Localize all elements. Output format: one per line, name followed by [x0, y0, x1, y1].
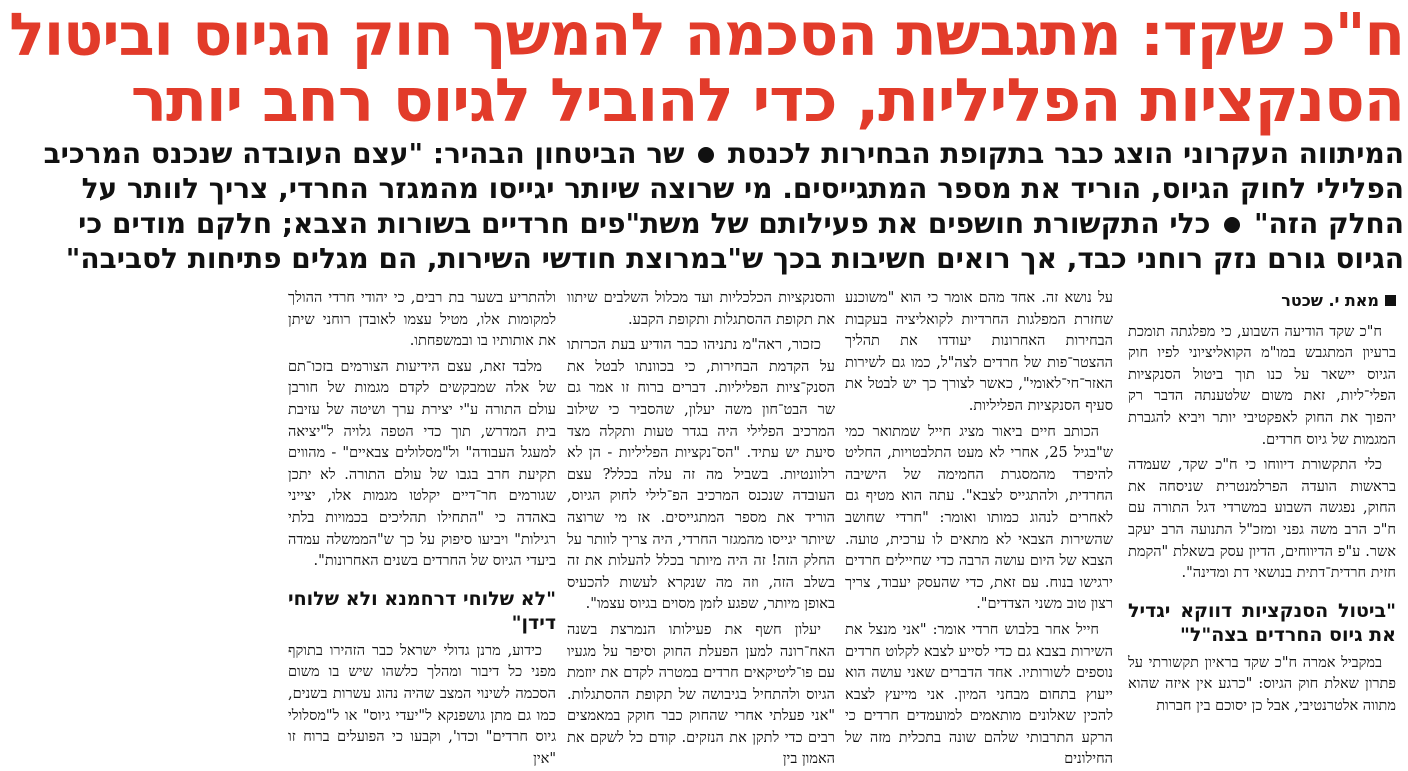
paragraph: הכותב חיים ביאור מציג חייל שמתואר כמי ש"בגיל 25, אחרי לא מעט התלבטויות, החליט להיפרד מהמסגרת החמימה של הישיבה החרדית, ולהתגייס לצבא". עתה הוא מטיף גם לאחרים לנהוג כמותו ואומר: "חרדי שחושב שהשירות הצבאי לא מתאים לו ערכית, טועה. הצבא של היום עושה הרבה כדי שחיילים חרדים ירגישו בנוח. עם זאת, כדי שהעסק יעבוד, צריך רצון טוב משני הצדדים".	[845, 423, 1113, 613]
paragraph: מלבד זאת, עצם הידיעות הצורמים בזכו־תם של אלה שמבקשים לקדם מגמות של חורבן עולם התורה ע"י יצירת ערך ושיטה של עזיבת בית המדרש, תוך כדי הטפה גלויה ל"יציאה למעגל העבודה" ול"מסלולים צבאיים" - מהווים תקיעת חרב בגבו של עולם התורה. לא יתכן שגורמים חר־דיים יקלטו מגמות אלו, יצייני באהדה כי "התחילו תהליכים בכמויות בלתי רגילות" ויביעו סיפוק על כך ש"הממשלה עמדה ביעדי הגיוס של החרדים בשנים האחרונות".	[288, 358, 556, 570]
subhead-line-3b: כלי התקשורת חושפים את פעילותם של משת"פים חרדיים בשורות הצבא; חלקם מודים כי	[78, 207, 1211, 240]
crosshead: "ביטול הסנקציות דווקא יגדיל את גיוס החרדים בצה"ל"	[1128, 599, 1396, 646]
paragraph: כזכור, ראה"מ נתניהו כבר הודיע בעת הכרזתו על הקדמת הבחירות, כי בכוונתו לבטל את הסנק־ציות הפליליות. דברים ברוח זו אמר גם שר הבט־חון משה יעלון, שהסביר כי שילוב המרכיב הפלילי היה בגדר טעות ותקלה מצד סיעת יש עתיד. "הס־נקציות הפליליות - הן לא רלוונטיות. בשביל מה זה עלה בכלל? עצם העובדה שנכנס המרכיב הפ־לילי לחוק הגיוס, הוריד את מספר המתגייסים. אז מי שרוצה שיותר יגייסו מהמגזר החרדי, היה צריך לוותר על החלק הזה! זה היה מיותר בכלל להעלות את זה בשלב הזה, וזה מה שנקרא לעשות להכעיס באופן מיותר, שפגע לזמן מסוים בגיוס עצמו".	[567, 337, 835, 613]
paragraph: יעלון חשף את פעילותו הנמרצת בשנה האח־רונה למען הפעלת החוק וסיפר על מגעיו עם פו־ליטיקאים חרדים במטרה לקדם את יוזמת הגיוס ולהתחיל בגיבושה של תקופת ההסתגלות. "אני פעלתי אחרי שהחוק כבר חוקק במאמצים רבים כדי לתקן את הנזקים. קודם כל לשקם את האמון בין	[567, 621, 835, 768]
headline-line-2: הסנקציות הפליליות, כדי להוביל לגיוס רחב יותר	[130, 66, 1404, 136]
paragraph: במקביל אמרה ח"כ שקד בראיון תקשורתי על פתרון שאלת חוק הגיוס: "כרגע אין איזה שהוא מתווה אלטרנטיבי, אבל כן יסוכם בין חברות	[1128, 654, 1396, 714]
paragraph: והסנקציות הכלכליות ועד מכלול השלבים שיתוו את תקופת ההסתגלות ותקופת הקבע.	[567, 290, 835, 328]
article-body	[0, 288, 1408, 768]
article-column-2	[845, 288, 1113, 768]
paragraph: ח"כ שקד הודיעה השבוע, כי מפלגתה תומכת ברעיון המתגבש במו"מ הקואליציוני לפיו חוק הגיוס יישאר על כנו תוך ביטול הסנקציות הפלי־ליות, זאת משום שלטענתה הדבר רק יהפוך את החוק לאפקטיבי יותר ויביא להגברת המגמות של גיוס חרדים.	[1128, 323, 1396, 448]
subhead-line-3	[4, 206, 1404, 241]
paragraph: ולהתריע בשער בת רבים, כי יהודי חרדי ההולך למקומות אלו, מטיל עצמו לאובדן רוחני שיתן את אותותיו בו ובמשפחתו.	[288, 290, 556, 350]
article-column-3	[567, 288, 835, 768]
subhead-line-2: הפלילי לחוק הגיוס, הוריד את מספר המתגייסים. מי שרוצה שיותר יגייסו מהמגזר החרדי, צריך לוותר על	[81, 172, 1404, 205]
paragraph: כלי התקשורת דיווחו כי ח"כ שקד, שעמדה בראשות הועדה הפרלמנטרית שניסחה את החוק, נפגשה השבוע במשרדי דגל התורה עם ח"כ הרב משה גפני ומזכ"ל התנועה הרב יעקב אשר. ע"פ הדיווחים, הדיון עסק בשאלת "הקמת חזית חרדית־דתית בנושאי דת ומדינה".	[1128, 457, 1396, 582]
subhead-line-4: הגיוס גורם נזק רוחני כבד, אך רואים חשיבות בכך ש"במרוצת חודשי השירות, הם מגלים פתיחות לסביבה"	[65, 242, 1404, 275]
headline-line-1: ח"כ שקד: מתגבשת הסכמה להמשך חוק הגיוס וביטול	[9, 0, 1404, 69]
bullet-icon	[698, 147, 714, 163]
byline	[1128, 290, 1396, 312]
headline	[4, 2, 1404, 134]
subhead-line-1	[4, 136, 1404, 171]
article-column-1	[1128, 288, 1396, 746]
paragraph: חייל אחר בלבוש חרדי אומר: "אני מנצל את השירות בצבא גם כדי לסייע לצבא לקלוט חרדים נוספים לשורותיו. אחד הדברים שאני עושה הוא ייעוץ בתחום מבחני המיון. אני מייעץ לצבא להכין שאלונים מותאמים למועמדים חרדים כי הרקע התרבותי שלהם שונה בתכלית מזה של החילונים	[845, 621, 1113, 768]
article-column-4	[288, 288, 556, 767]
subhead-line-1b: שר הביטחון הבהיר: "עצם העובדה שנכנס המרכיב	[43, 137, 685, 170]
paragraph: כידוע, מרנן גדולי ישראל כבר הזהירו בתוקף מפני כל דיבור ומהלך כלשהו שיש בו משום הסכמה לשינוי המצב שהיה נהוג עשרות בשנים, כמו גם מתן גושפנקא ל"יעדי גיוס" או ל"מסלולי גיוס חרדים" וכדו', וקבעו כי הפועלים ברוח זו "אין	[288, 642, 556, 767]
crosshead: "לא שלוחי דרחמנא ולא שלוחי דידן"	[288, 587, 556, 634]
subhead-line-3a: החלק הזה"	[1253, 207, 1404, 240]
byline-text: מאת י. שכטר	[1281, 291, 1379, 310]
bullet-icon	[1224, 217, 1240, 233]
subheadline	[4, 136, 1404, 276]
paragraph: על נושא זה. אחד מהם אומר כי הוא "משוכנע שחזרת המפלגות החרדיות לקואליציה בעקבות הבחירות האחרונות יעודדו את תהליך ההצטר־פות של חרדים לצה"ל, כמו גם לשירות האזר־חי־לאומי", כאשר לצורך כך יש לבטל את סעיף הסנקציות הפליליות.	[845, 290, 1113, 414]
subhead-line-1a: המיתווה העקרוני הוצג כבר בתקופת הבחירות לכנסת	[727, 137, 1404, 170]
square-bullet-icon	[1385, 295, 1396, 306]
